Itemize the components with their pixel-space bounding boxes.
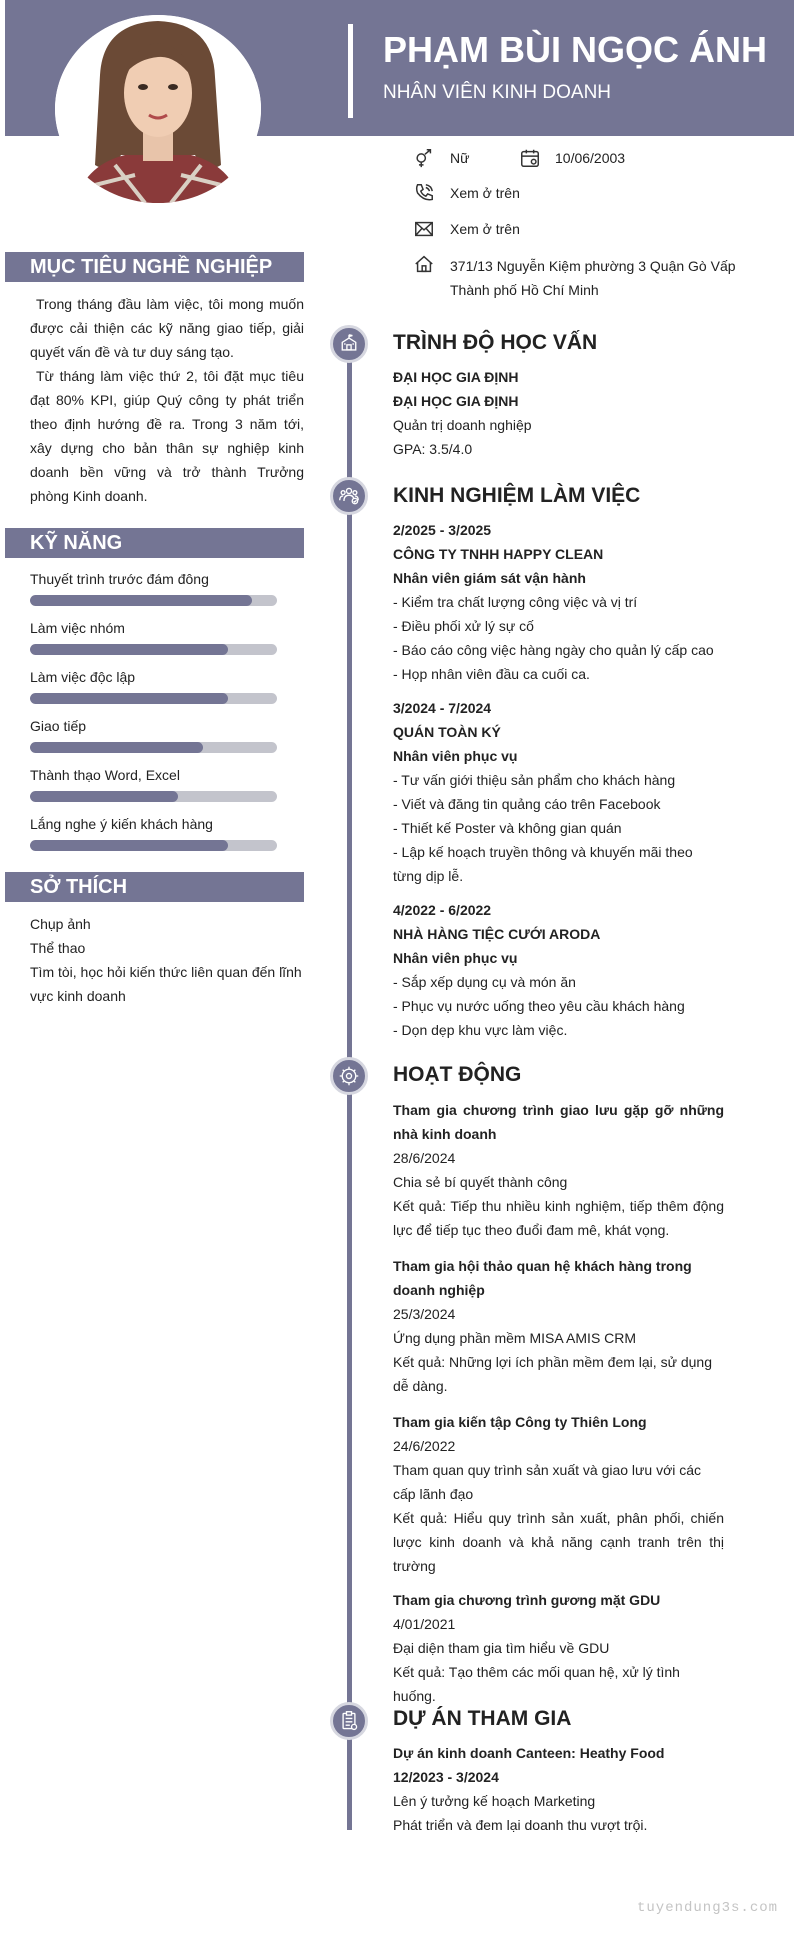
education-gpa: GPA: 3.5/4.0: [393, 441, 473, 457]
education-major: Quản trị doanh nghiệp: [393, 417, 532, 433]
education-school: ĐẠI HỌC GIA ĐỊNH: [393, 369, 519, 385]
activity-title: Tham gia chương trình gương mặt GDU: [393, 1592, 661, 1608]
job-period: 2/2025 - 3/2025: [393, 522, 492, 538]
job-task: - Họp nhân viên đầu ca cuối ca.: [393, 666, 590, 682]
objective-heading: MỤC TIÊU NGHỀ NGHIỆP: [5, 252, 304, 282]
calendar-icon: [519, 147, 541, 169]
hobby-item: Thể thao: [30, 940, 86, 956]
job-task: - Kiểm tra chất lượng công việc và vị trí: [393, 594, 638, 610]
job-task: - Báo cáo công việc hàng ngày cho quản lý cấp cao: [393, 642, 714, 658]
job-task: - Tư vấn giới thiệu sản phẩm cho khách hàng: [393, 772, 676, 788]
skill-fill: [30, 644, 228, 655]
activity-result: Kết quả: Những lợi ích phần mềm đem lại, sử dụng dễ dàng.: [393, 1354, 712, 1394]
activity-desc: Tham quan quy trình sản xuất và giao lưu với các cấp lãnh đạo: [393, 1462, 702, 1502]
phone-icon: [413, 182, 435, 204]
hobbies-heading: SỞ THÍCH: [5, 872, 304, 902]
activity-desc: Ứng dụng phần mềm MISA AMIS CRM: [393, 1330, 637, 1346]
job-period: 3/2024 - 7/2024: [393, 700, 492, 716]
skill-fill: [30, 840, 228, 851]
school-icon: [330, 325, 368, 363]
address-value: 371/13 Nguyễn Kiệm phường 3 Quận Gò Vấp Thành phố Hồ Chí Minh: [450, 258, 736, 298]
skill-track: [30, 644, 277, 655]
activities-heading: HOẠT ĐỘNG: [393, 1063, 522, 1086]
job-task: - Sắp xếp dụng cụ và món ăn: [393, 974, 576, 990]
skill-fill: [30, 791, 178, 802]
phone-value: Xem ở trên: [450, 185, 520, 201]
education-school: ĐẠI HỌC GIA ĐỊNH: [393, 393, 519, 409]
activity-result: Kết quả: Tạo thêm các mối quan hệ, xử lý tình huống.: [393, 1664, 680, 1704]
job-period: 4/2022 - 6/2022: [393, 902, 492, 918]
job-task: - Lập kế hoạch truyền thông và khuyến mãi theo từng dịp lễ.: [393, 844, 693, 884]
project-icon: [330, 1702, 368, 1740]
activity-title: Tham gia chương trình giao lưu gặp gỡ những nhà kinh doanh: [393, 1102, 724, 1142]
job-task: - Dọn dẹp khu vực làm việc.: [393, 1022, 568, 1038]
activity-desc: Chia sẻ bí quyết thành công: [393, 1174, 568, 1190]
skill-label: Làm việc độc lập: [30, 669, 136, 685]
activity-icon: [330, 1057, 368, 1095]
activity-date: 24/6/2022: [393, 1438, 456, 1454]
profile-photo: [55, 15, 261, 203]
job-company: CÔNG TY TNHH HAPPY CLEAN: [393, 546, 604, 562]
skill-label: Thành thạo Word, Excel: [30, 767, 180, 783]
skill-label: Thuyết trình trước đám đông: [30, 571, 209, 587]
skill-track: [30, 595, 277, 606]
job-task: - Viết và đăng tin quảng cáo trên Facebook: [393, 796, 661, 812]
job-position: Nhân viên phục vụ: [393, 748, 518, 764]
skill-label: Làm việc nhóm: [30, 620, 125, 636]
job-position: Nhân viên giám sát vận hành: [393, 570, 586, 586]
activity-desc: Đại diện tham gia tìm hiểu về GDU: [393, 1640, 610, 1656]
watermark: tuyendung3s.com: [637, 1900, 779, 1916]
skill-fill: [30, 742, 203, 753]
activity-date: 28/6/2024: [393, 1150, 456, 1166]
job-title: NHÂN VIÊN KINH DOANH: [383, 82, 612, 103]
project-title: Dự án kinh doanh Canteen: Heathy Food: [393, 1745, 665, 1761]
home-icon: [413, 253, 435, 275]
gender-icon: [413, 147, 435, 169]
skills-heading: KỸ NĂNG: [5, 528, 304, 558]
job-task: - Phục vụ nước uống theo yêu cầu khách hàng: [393, 998, 685, 1014]
education-heading: TRÌNH ĐỘ HỌC VẤN: [393, 331, 598, 354]
projects-heading: DỰ ÁN THAM GIA: [393, 1707, 572, 1730]
objective-paragraph-2: Từ tháng làm việc thứ 2, tôi đặt mục tiêu đạt 80% KPI, giúp Quý công ty phát triển theo định hướng đề ra. Trong 3 năm tới, xây dựng cho bản thân sự nghiệp kinh doanh bền vững và trở thành Trưởng phòng Kinh doanh.: [30, 368, 304, 504]
project-line: Lên ý tưởng kế hoạch Marketing: [393, 1793, 596, 1809]
hobby-item: Chụp ảnh: [30, 916, 91, 932]
birthdate-value: 10/06/2003: [555, 150, 626, 166]
hobby-item: Tìm tòi, học hỏi kiến thức liên quan đến lĩnh vực kinh doanh: [30, 964, 302, 1004]
skill-track: [30, 791, 277, 802]
activity-title: Tham gia kiến tập Công ty Thiên Long: [393, 1414, 647, 1430]
job-company: QUÁN TOÀN KÝ: [393, 724, 501, 740]
skill-fill: [30, 693, 228, 704]
candidate-name: PHẠM BÙI NGỌC ÁNH: [383, 29, 767, 70]
objective-paragraph-1: Trong tháng đầu làm việc, tôi mong muốn được cải thiện các kỹ năng giao tiếp, giải quyết vấn đề và tư duy sáng tạo.: [30, 296, 304, 360]
skill-track: [30, 742, 277, 753]
email-value: Xem ở trên: [450, 221, 520, 237]
header-divider: [348, 24, 353, 118]
avatar: [55, 15, 261, 203]
skill-track: [30, 840, 277, 851]
skill-track: [30, 693, 277, 704]
job-task: - Thiết kế Poster và không gian quán: [393, 820, 622, 836]
skill-label: Giao tiếp: [30, 718, 87, 734]
activity-title: Tham gia hội thảo quan hệ khách hàng trong doanh nghiệp: [393, 1258, 692, 1298]
activity-date: 4/01/2021: [393, 1616, 456, 1632]
skill-fill: [30, 595, 252, 606]
job-task: - Điều phối xử lý sự cố: [393, 618, 534, 634]
gender-value: Nữ: [450, 150, 470, 166]
job-position: Nhân viên phục vụ: [393, 950, 518, 966]
skill-label: Lắng nghe ý kiến khách hàng: [30, 816, 213, 832]
job-company: NHÀ HÀNG TIỆC CƯỚI ARODA: [393, 926, 601, 942]
activity-result: Kết quả: Tiếp thu nhiều kinh nghiệm, tiếp thêm động lực để tiếp tục theo đuổi đam mê, khát vọng.: [393, 1198, 724, 1238]
activity-date: 25/3/2024: [393, 1306, 456, 1322]
activity-result: Kết quả: Hiểu quy trình sản xuất, phân phối, chiến lược kinh doanh và khả năng cạnh tranh trên thị trường: [393, 1510, 724, 1574]
project-period: 12/2023 - 3/2024: [393, 1769, 499, 1785]
experience-heading: KINH NGHIỆM LÀM VIỆC: [393, 484, 641, 507]
project-line: Phát triển và đem lại doanh thu vượt trội.: [393, 1817, 648, 1833]
team-icon: [330, 477, 368, 515]
mail-icon: [413, 218, 435, 240]
